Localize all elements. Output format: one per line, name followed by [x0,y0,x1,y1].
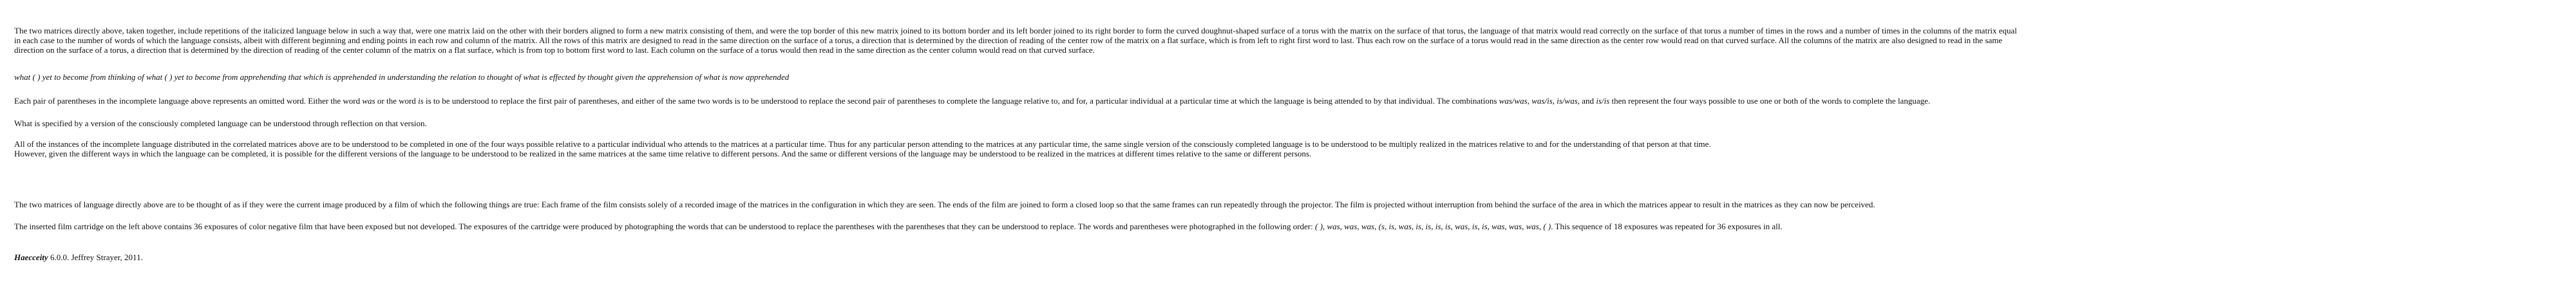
text-line: However, given the different ways in which the language can be completed, it is possible for the different versions of the language to be understood to be realized in the same matrices at the same time relative to different persons. And the same or different versions of the language may be understood to be realized in the matrices at different times relative to the same or different persons. [14,149,1312,158]
text-run: . This sequence of 18 exposures was repeated for 36 exposures in all. [1551,222,1783,231]
work-title: Haecceity [14,252,48,262]
word-is: is [418,96,424,106]
text-run: Each pair of parentheses in the incomplete language above represents an omitted word. Either the word [14,96,363,106]
word-was: was [362,96,375,106]
exposure-sequence: ( ), was, was, was, (s, is, was, is, is, is, is, was, is, is, was, was, was, ( ) [1315,222,1551,231]
text-line [14,222,1783,231]
text-run: is to be understood to replace the first pair of parentheses, and either of the same two words is to be understood to replace the second pair of parentheses to complete the language relative to, and for, a particular individual at a particular time at which the language is being attended to by that individual. The combinations [423,96,1499,106]
text-line: direction on the surface of a torus, a direction that is determined by the direction of reading of the center column of the matrix on a flat surface, which is from top to bottom first word to last. Each column on the surface of a torus would then read in the same direction as the center column would read on that curved surface. [14,45,1095,55]
text-run: The inserted film cartridge on the left above contains 36 exposures of color negative film that have been exposed but not developed. The exposures of the cartridge were produced by photographing the words that can be understood to replace the parentheses with the parentheses that they can be understood to replace. The words and parentheses were photographed in the following order: [14,222,1315,231]
text-line: what ( ) yet to become from thinking of what ( ) yet to become from apprehending that which is apprehended in understanding the relation to thought of what is effected by thought given the apprehension of what is now apprehended [14,72,790,82]
text-line: All of the instances of the incomplete language distributed in the correlated matrices above are to be understood to be completed in one of the four ways possible relative to a particular individual who attends to the matrices at a particular time. Thus for any particular person attending to the matrices at any particular time, the same single version of the consciously completed language is to be understood to be multiply realized in the matrices relative to and for the understanding of that person at that time. [14,139,1711,149]
paragraph-film [14,200,1875,209]
text-line: in each case to the number of words of which the language consists, albeit with different beginning and ending points in each row and column of the matrix. All the rows of this matrix are designed to read in the same direction on the surface of a torus, a direction that is determined by the direction of reading of the center row of the matrix on a flat surface, which is from left to right first word to last. Thus each row on the surface of a torus would read in the same direction as the center row would read on that curved surface. All the columns of the matrix are also designed to read in the same [14,35,2003,45]
text-run: or the word [375,96,419,106]
text-run: then represent the four ways possible to use one or both of the words to complete the language. [1609,96,1931,106]
signature-line [14,252,143,262]
paragraph-parentheses [14,96,1930,106]
incomplete-language [14,72,789,82]
text-run: , and [1577,96,1596,106]
paragraph-reflection [14,118,427,128]
work-credit: Jeffrey Strayer, 2011. [69,252,143,262]
word-combinations: was/was, was/is, is/was [1499,96,1578,106]
text-line: What is specified by a version of the consciously completed language can be understood through reflection on that version. [14,118,427,128]
text-line: The two matrices of language directly above are to be thought of as if they were the current image produced by a film of which the following things are true: Each frame of the film consists solely of a recorded image of the matrices in the configuration in which they are seen. The ends of the film are joined to form a closed loop so that the same frames can run repeatedly through the projector. The film is projected without interruption from behind the surface of the area in which the matrices appear to result in the matrices as they can now be perceived. [14,200,1875,209]
text-line: The two matrices directly above, taken together, include repetitions of the italicized language below in such a way that, were one matrix laid on the other with their borders aligned to form a new matrix consisting of them, and were the top border of this new matrix joined to its bottom border and its left border joined to its right border to form the curved doughnut-shaped surface of a torus with the matrix on the surface of that torus, the language of that matrix would read correctly on the surface of that torus a number of times in the rows and a number of times in the columns of the matrix equal [14,26,2017,35]
paragraph-torus-matrix [14,26,2017,55]
signature [14,252,143,262]
work-version: 6.0.0. [48,252,70,262]
paragraph-cartridge [14,222,1783,231]
word-is-is: is/is [1596,96,1610,106]
text-line [14,96,1930,106]
paragraph-instances [14,139,1711,158]
